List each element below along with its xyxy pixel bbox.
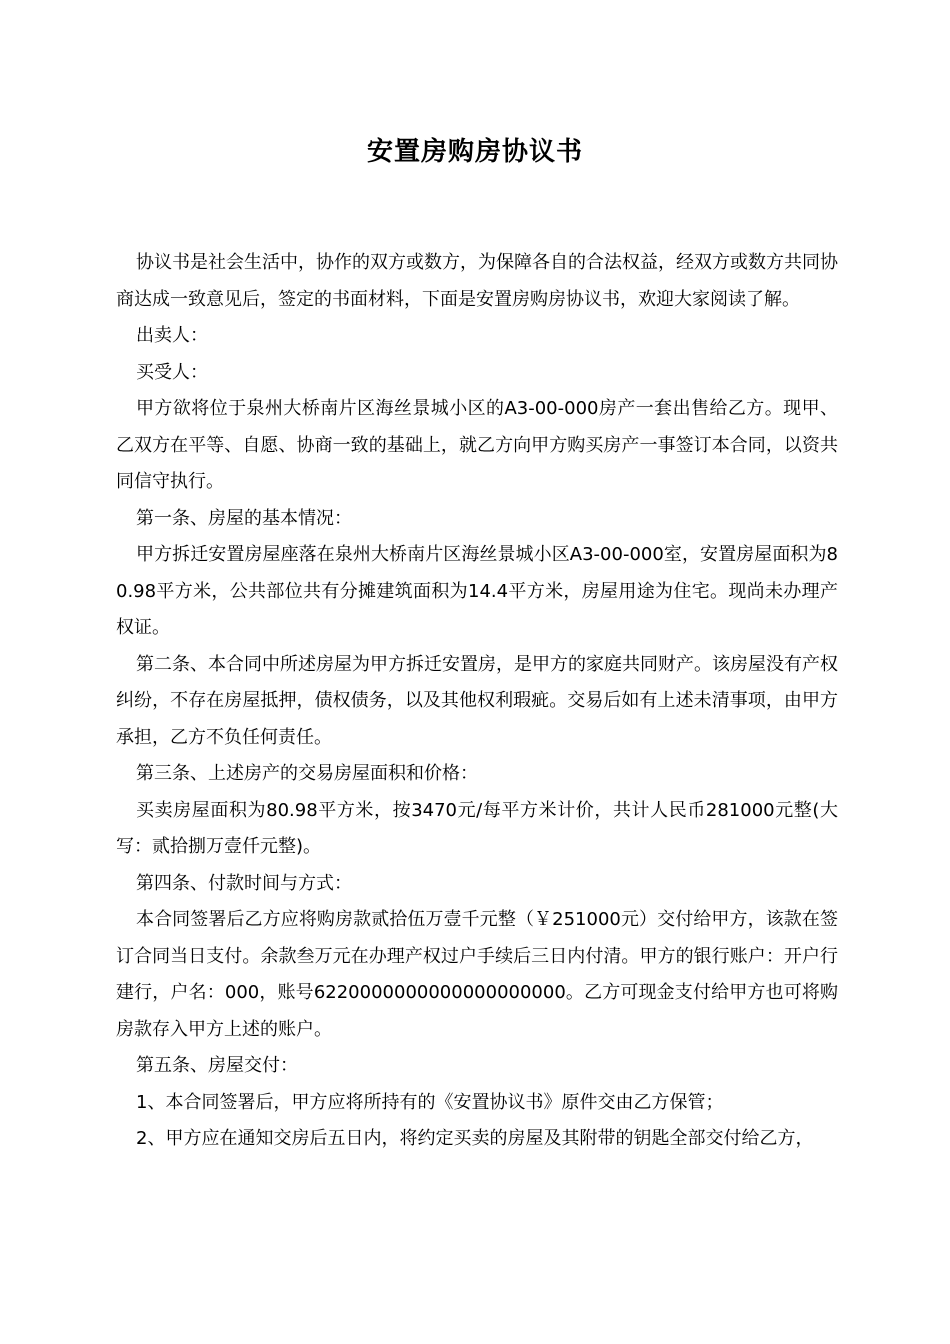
document-title: 安置房购房协议书 <box>366 137 583 167</box>
article-1-heading: 第一条、房屋的基本情况： <box>136 507 352 529</box>
article-5-item-2: 2、甲方应在通知交房后五日内，将约定买卖的房屋及其附带的钥匙全部交付给乙方， <box>136 1128 814 1149</box>
sale-intent-paragraph: 甲方欲将位于泉州大桥南片区海丝景城小区的A3-00-000房产一套出售给乙方。现甲、乙双方在平等、自愿、协商一致的基础上，就乙方向甲方购买房产一事签订本合同，以资共同信守执行。 <box>116 398 838 492</box>
article-3-heading: 第三条、上述房产的交易房屋面积和价格： <box>136 763 478 784</box>
document-body <box>116 245 838 1158</box>
article-4-heading: 第四条、付款时间与方式： <box>136 872 352 894</box>
article-3-body: 买卖房屋面积为80.98平方米，按3470元/每平方米计价，共计人民币281000元整(大写：贰拾捌万壹仟元整)。 <box>116 799 838 857</box>
article-5-heading: 第五条、房屋交付： <box>136 1055 298 1076</box>
intro-paragraph: 协议书是社会生活中，协作的双方或数方，为保障各自的合法权益，经双方或数方共同协商达成一致意见后，签定的书面材料，下面是安置房购房协议书，欢迎大家阅读了解。 <box>116 252 838 310</box>
buyer-line: 买受人： <box>136 361 208 383</box>
article-4-body: 本合同签署后乙方应将购房款贰拾伍万壹千元整（￥251000元）交付给甲方，该款在签订合同当日支付。余款叁万元在办理产权过户手续后三日内付清。甲方的银行账户：开户行建行，户名：000，账号6220000000000000000000。乙方可现金支付给甲方也可将购房款存入甲方上述的账户。 <box>116 909 838 1040</box>
article-5-item-1: 1、本合同签署后，甲方应将所持有的《安置协议书》原件交由乙方保管； <box>136 1091 724 1113</box>
seller-line: 出卖人： <box>136 325 208 346</box>
article-2-paragraph: 第二条、本合同中所述房屋为甲方拆迁安置房，是甲方的家庭共同财产。该房屋没有产权纠纷，不存在房屋抵押，债权债务，以及其他权利瑕疵。交易后如有上述未清事项，由甲方承担，乙方不负任何责任。 <box>116 653 838 748</box>
article-1-body: 甲方拆迁安置房屋座落在泉州大桥南片区海丝景城小区A3-00-000室，安置房屋面积为80.98平方米，公共部位共有分摊建筑面积为14.4平方米，房屋用途为住宅。现尚未办理产权证。 <box>116 544 838 638</box>
